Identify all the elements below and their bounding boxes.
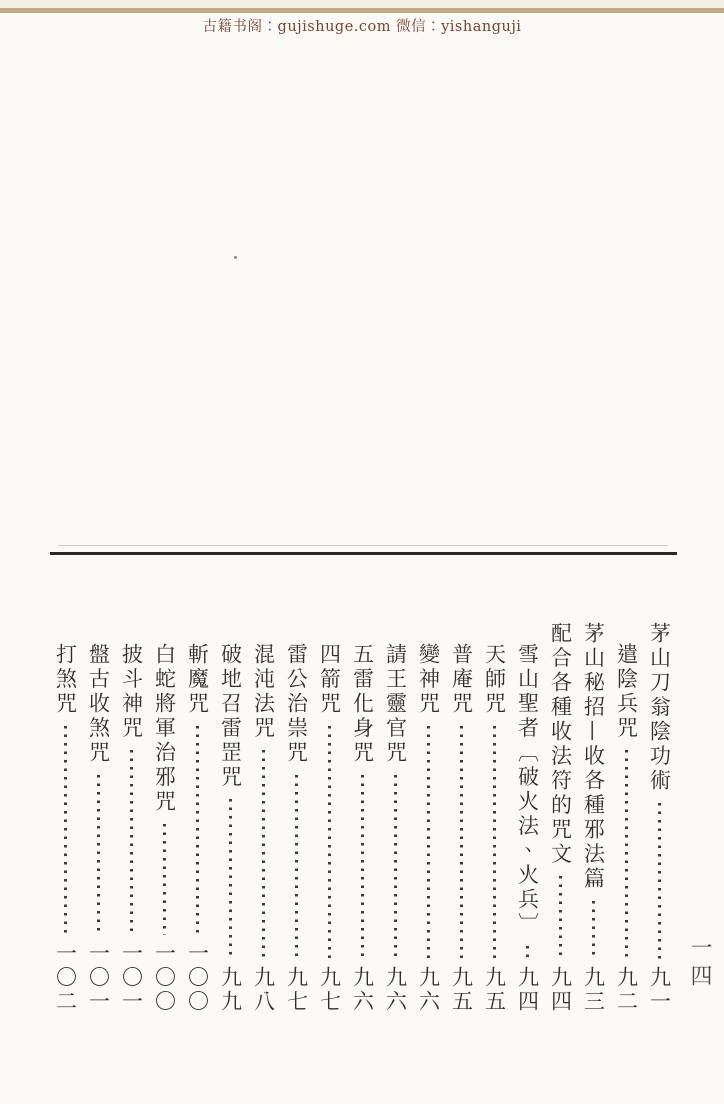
dot-leader <box>196 726 199 936</box>
dot-leader <box>493 726 496 960</box>
dot-leader <box>328 726 331 960</box>
toc-entry <box>511 622 544 1014</box>
dot-leader <box>130 750 133 935</box>
toc-entry-title: 盤古收煞咒 <box>86 643 111 766</box>
toc-entry-page: 九一 <box>647 966 672 1014</box>
toc-entry-title: 混沌法咒 <box>251 643 276 741</box>
toc-entry-title: 雷公治祟咒 <box>284 643 309 766</box>
scan-speck <box>234 256 237 259</box>
toc-entry <box>478 622 511 1014</box>
toc-entry-page: 九三 <box>581 966 606 1014</box>
toc-entry-page: 九五 <box>482 966 507 1014</box>
dot-leader <box>262 750 265 959</box>
toc-entry-page: 一〇〇 <box>185 942 210 1014</box>
toc-entry-title: 打煞咒 <box>53 643 78 717</box>
toc-entry-title: 普庵咒 <box>449 643 474 717</box>
toc-entry <box>544 622 577 1014</box>
site-watermark: 古籍书阁：gujishuge.com 微信：yishanguji <box>202 19 522 35</box>
toc-entry-page: 九八 <box>251 966 276 1014</box>
toc-entry-page: 九六 <box>416 966 441 1014</box>
toc-entry-title: 斬魔咒 <box>185 643 210 717</box>
section-divider-faint <box>58 545 668 546</box>
dot-leader <box>427 726 430 960</box>
folio-page-number: 一四 <box>687 936 712 992</box>
dot-leader <box>97 775 100 936</box>
toc-entry <box>49 622 82 1014</box>
toc-entry <box>214 622 247 1014</box>
toc-entry-page: 一〇〇 <box>152 942 177 1014</box>
toc-entry <box>643 622 676 1014</box>
dot-leader <box>295 775 298 960</box>
dot-leader <box>229 799 232 959</box>
dot-leader <box>460 726 463 960</box>
toc-entry-title: 五雷化身咒 <box>350 643 375 766</box>
dot-leader <box>658 803 661 960</box>
dot-leader <box>394 775 397 960</box>
toc-entry <box>115 622 148 1014</box>
toc-entry <box>379 622 412 1014</box>
toc-entry-title: 茅山刀翁陰功術 <box>647 622 672 794</box>
toc-entry <box>610 622 643 1014</box>
toc-entry <box>313 622 346 1014</box>
toc-entry-page: 九六 <box>383 966 408 1014</box>
top-strip <box>0 0 724 8</box>
toc-entry-page: 九七 <box>284 966 309 1014</box>
toc-entry-title: 天師咒 <box>482 643 507 717</box>
dot-leader <box>64 726 67 936</box>
dot-leader <box>592 901 595 960</box>
toc-entry <box>445 622 478 1014</box>
toc-entry <box>412 622 445 1014</box>
dot-leader <box>559 876 562 959</box>
toc-entry-page: 九五 <box>449 966 474 1014</box>
toc-list <box>49 622 676 1014</box>
toc-entry <box>346 622 379 1014</box>
toc-entry-page: 九六 <box>350 966 375 1014</box>
toc-entry-page: 九二 <box>614 966 639 1014</box>
section-divider <box>50 552 677 555</box>
toc-entry <box>280 622 313 1014</box>
toc-entry-title: 四箭咒 <box>317 643 342 717</box>
toc-entry-title: 披斗神咒 <box>119 643 144 741</box>
dot-leader <box>625 750 628 959</box>
dot-leader <box>526 946 529 959</box>
toc-entry-page: 九四 <box>548 966 573 1014</box>
dot-leader <box>163 824 166 936</box>
toc-entry-title: 變神咒 <box>416 643 441 717</box>
top-divider-bar <box>0 8 724 13</box>
toc-entry <box>247 622 280 1014</box>
toc-entry-page: 一〇一 <box>86 942 111 1014</box>
toc-entry-title: 配合各種收法符的咒文 <box>548 622 573 867</box>
dot-leader <box>361 775 364 960</box>
toc-entry-title: 破地召雷罡咒 <box>218 643 243 790</box>
toc-entry-title: 遣陰兵咒 <box>614 643 639 741</box>
toc-entry-title: 雪山聖者〔破火法、火兵〕 <box>515 643 540 937</box>
toc-entry <box>181 622 214 1014</box>
toc-entry-page: 九七 <box>317 966 342 1014</box>
toc-entry-title: 白蛇將軍治邪咒 <box>152 643 177 815</box>
toc-entry-page: 一〇二 <box>53 942 78 1014</box>
toc-entry-title: 茅山秘招—收各種邪法篇 <box>581 622 606 892</box>
toc-entry <box>82 622 115 1014</box>
toc-entry-page: 九四 <box>515 966 540 1014</box>
toc-entry-page: 一〇一 <box>119 942 144 1014</box>
toc-entry <box>577 622 610 1014</box>
toc-entry <box>148 622 181 1014</box>
toc-entry-title: 請王靈官咒 <box>383 643 408 766</box>
toc-entry-page: 九九 <box>218 966 243 1014</box>
